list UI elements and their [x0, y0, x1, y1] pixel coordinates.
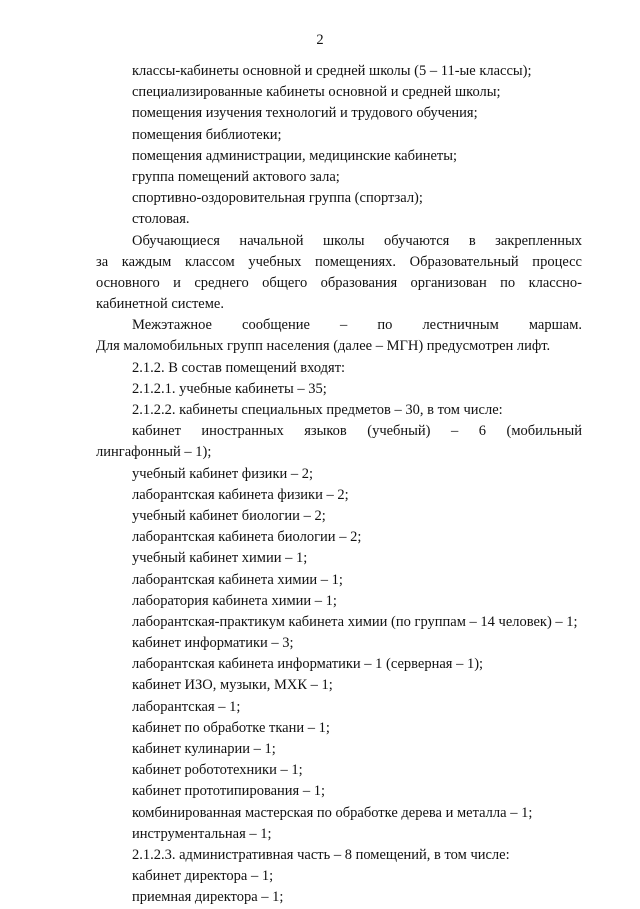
list-item: кабинет иностранных языков (учебный) – 6 (мобильный: [132, 423, 582, 440]
list-item: кабинет прототипирования – 1;: [132, 783, 326, 800]
paragraph-line: основного и среднего общего образования организован по классно-: [96, 274, 582, 291]
list-item: помещения изучения технологий и трудового обучения;: [132, 105, 478, 122]
list-item: спортивно-оздоровительная группа (спортзал);: [132, 190, 423, 207]
list-item: кабинет директора – 1;: [132, 868, 274, 885]
list-item: специализированные кабинеты основной и средней школы;: [132, 84, 501, 101]
list-item: 2.1.2.2. кабинеты специальных предметов – 30, в том числе:: [132, 402, 503, 418]
list-item: 2.1.2.3. административная часть – 8 помещений, в том числе:: [132, 846, 510, 863]
list-item: помещения администрации, медицинские кабинеты;: [132, 147, 458, 164]
list-item: учебный кабинет физики – 2;: [132, 465, 314, 482]
list-item: лаборантская кабинета химии – 1;: [132, 571, 343, 588]
list-item: кабинет информатики – 3;: [132, 635, 294, 652]
list-item: лаборантская кабинета биологии – 2;: [132, 529, 362, 546]
list-item: лаборантская-практикум кабинета химии (по группам – 14 человек) – 1;: [132, 613, 578, 630]
list-item: 2.1.2.1. учебные кабинеты – 35;: [132, 380, 327, 397]
document-body: [96, 61, 582, 909]
list-item: учебный кабинет биологии – 2;: [132, 507, 326, 524]
paragraph-line: кабинетной системе.: [96, 296, 224, 313]
list-item: помещения библиотеки;: [132, 126, 282, 143]
paragraph-line: Обучающиеся начальной школы обучаются в закрепленных: [132, 232, 582, 249]
list-item: приемная директора – 1;: [132, 889, 284, 906]
list-item: учебный кабинет химии – 1;: [132, 550, 308, 567]
page-number: 2: [316, 32, 324, 48]
list-item: лаборантская кабинета информатики – 1 (серверная – 1);: [132, 656, 484, 673]
section-heading: 2.1.2. В состав помещений входят:: [132, 359, 346, 376]
list-item: комбинированная мастерская по обработке дерева и металла – 1;: [132, 804, 533, 821]
list-item: кабинет кулинарии – 1;: [132, 741, 276, 757]
list-item: инструментальная – 1;: [132, 825, 272, 842]
list-item: лаборантская кабинета физики – 2;: [132, 486, 349, 503]
list-item: лаборатория кабинета химии – 1;: [132, 592, 337, 609]
paragraph-line: Межэтажное сообщение – по лестничным маршам.: [132, 317, 582, 334]
list-item: группа помещений актового зала;: [132, 168, 340, 185]
list-item: кабинет по обработке ткани – 1;: [132, 719, 330, 736]
list-item: кабинет робототехники – 1;: [132, 762, 303, 779]
list-item: классы-кабинеты основной и средней школы (5 – 11-ые классы);: [132, 63, 532, 79]
list-item: лаборантская – 1;: [132, 698, 241, 715]
list-item: столовая.: [132, 211, 190, 228]
paragraph-line: Для маломобильных групп населения (далее – МГН) предусмотрен лифт.: [96, 338, 551, 355]
paragraph-line: за каждым классом учебных помещениях. Образовательный процесс: [96, 253, 582, 270]
list-item: кабинет ИЗО, музыки, МХК – 1;: [132, 677, 333, 694]
list-item: лингафонный – 1);: [96, 444, 212, 461]
